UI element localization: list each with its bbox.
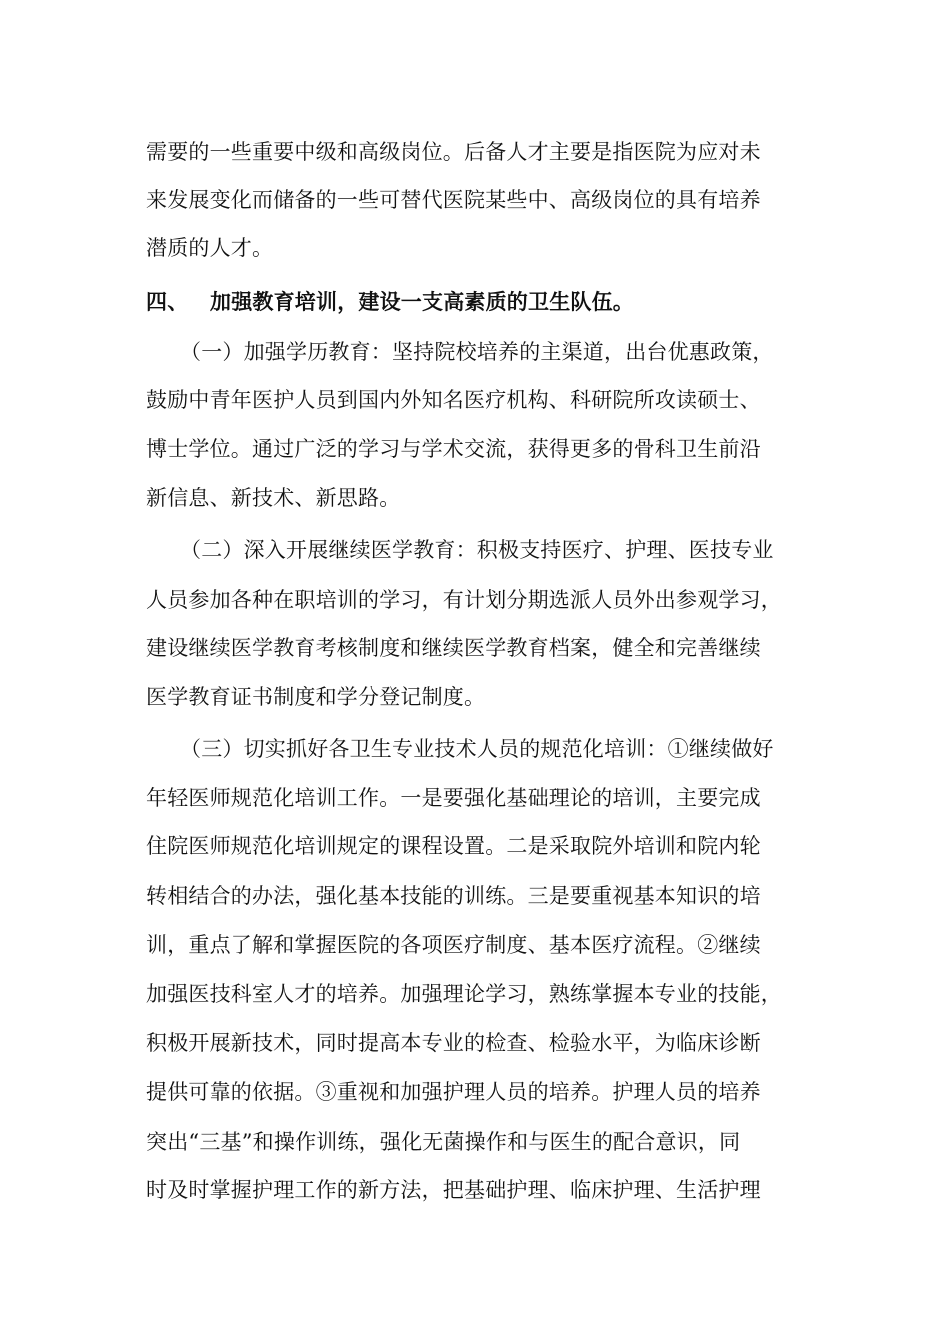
paragraph-0-line-2: 来发展变化而储备的一些可替代医院某些中、高级岗位的具有培养: [146, 188, 761, 212]
paragraph-3-line-4: 转相结合的办法，强化基本技能的训练。三是要重视基本知识的培: [146, 884, 761, 908]
paragraph-3-line-3: 住院医师规范化培训规定的课程设置。二是采取院外培训和院内轮: [146, 834, 761, 858]
paragraph-3-line-8: 提供可靠的依据。③重视和加强护理人员的培养。护理人员的培养: [146, 1080, 761, 1104]
paragraph-1-line-4: 新信息、新技术、新思路。: [146, 486, 401, 510]
section-heading-number: 四、: [146, 290, 189, 314]
paragraph-0-line-3: 潜质的人才。: [146, 236, 274, 260]
paragraph-3-line-5: 训，重点了解和掌握医院的各项医疗制度、基本医疗流程。②继续: [146, 933, 761, 957]
section-heading-title: 加强教育培训，建设一支高素质的卫生队伍。: [210, 290, 634, 314]
paragraph-2-line-4: 医学教育证书制度和学分登记制度。: [146, 685, 486, 709]
paragraph-1-line-1: （一）加强学历教育：坚持院校培养的主渠道，出台优惠政策，: [180, 340, 774, 364]
section-heading-four: [146, 287, 634, 317]
paragraph-2-line-3: 建设继续医学教育考核制度和继续医学教育档案，健全和完善继续: [146, 636, 761, 660]
paragraph-3-line-1: （三）切实抓好各卫生专业技术人员的规范化培训：①继续做好: [180, 737, 774, 761]
paragraph-3-line-9: 突出“三基”和操作训练，强化无菌操作和与医生的配合意识，同: [146, 1130, 741, 1154]
paragraph-3-line-10: 时及时掌握护理工作的新方法，把基础护理、临床护理、生活护理: [146, 1178, 761, 1202]
paragraph-3-line-6: 加强医技科室人才的培养。加强理论学习，熟练掌握本专业的技能，: [146, 982, 782, 1006]
paragraph-1-line-3: 博士学位。通过广泛的学习与学术交流，获得更多的骨科卫生前沿: [146, 437, 761, 461]
paragraph-2-line-1: （二）深入开展继续医学教育：积极支持医疗、护理、医技专业: [180, 538, 774, 562]
paragraph-1-line-2: 鼓励中青年医护人员到国内外知名医疗机构、科研院所攻读硕士、: [146, 388, 761, 412]
paragraph-0-line-1: 需要的一些重要中级和高级岗位。后备人才主要是指医院为应对未: [146, 140, 761, 164]
paragraph-2-line-2: 人员参加各种在职培训的学习，有计划分期选派人员外出参观学习，: [146, 588, 782, 612]
paragraph-3-line-2: 年轻医师规范化培训工作。一是要强化基础理论的培训，主要完成: [146, 786, 761, 810]
paragraph-3-line-7: 积极开展新技术，同时提高本专业的检查、检验水平，为临床诊断: [146, 1031, 761, 1055]
